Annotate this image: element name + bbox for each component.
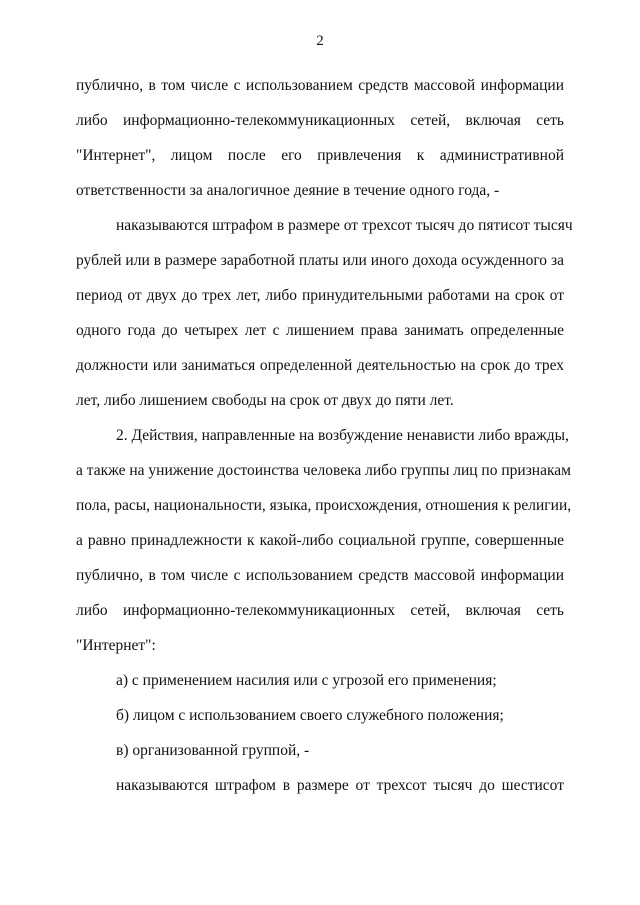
list-item: а) с применением насилия или с угрозой его применения; [116,672,497,689]
text-line: пола, расы, национальности, языка, происхождения, отношения к религии, [76,497,572,514]
text-line: а равно принадлежности к какой-либо социальной группе, совершенные [76,532,564,549]
text-line: рублей или в размере заработной платы или иного дохода осужденного за [76,252,564,269]
text-line: должности или заниматься определенной деятельностью на срок до трех [76,357,564,374]
text-line: наказываются штрафом в размере от трехсот тысяч до шестисот [116,777,564,794]
text-line: публично, в том числе с использованием средств массовой информации [76,567,564,584]
text-line: 2. Действия, направленные на возбуждение ненависти либо вражды, [116,427,569,444]
text-line: период от двух до трех лет, либо принудительными работами на срок от [76,287,564,304]
list-item: б) лицом с использованием своего служебного положения; [116,707,504,724]
text-line: одного года до четырех лет с лишением права занимать определенные [76,322,564,339]
text-line: либо информационно-телекоммуникационных сетей, включая сеть [76,602,564,619]
text-line: "Интернет", лицом после его привлечения к административной [76,147,564,164]
text-line: либо информационно-телекоммуникационных сетей, включая сеть [76,112,564,129]
text-line: лет, либо лишением свободы на срок от двух до пяти лет. [76,392,454,409]
text-line: а также на унижение достоинства человека либо группы лиц по признакам [76,462,571,479]
text-line: публично, в том числе с использованием средств массовой информации [76,77,564,94]
text-line: наказываются штрафом в размере от трехсот тысяч до пятисот тысяч [116,217,573,234]
page-number: 2 [316,33,324,49]
text-line: ответственности за аналогичное деяние в течение одного года, - [76,182,500,199]
list-item: в) организованной группой, - [116,742,310,759]
text-line: "Интернет": [76,637,156,654]
